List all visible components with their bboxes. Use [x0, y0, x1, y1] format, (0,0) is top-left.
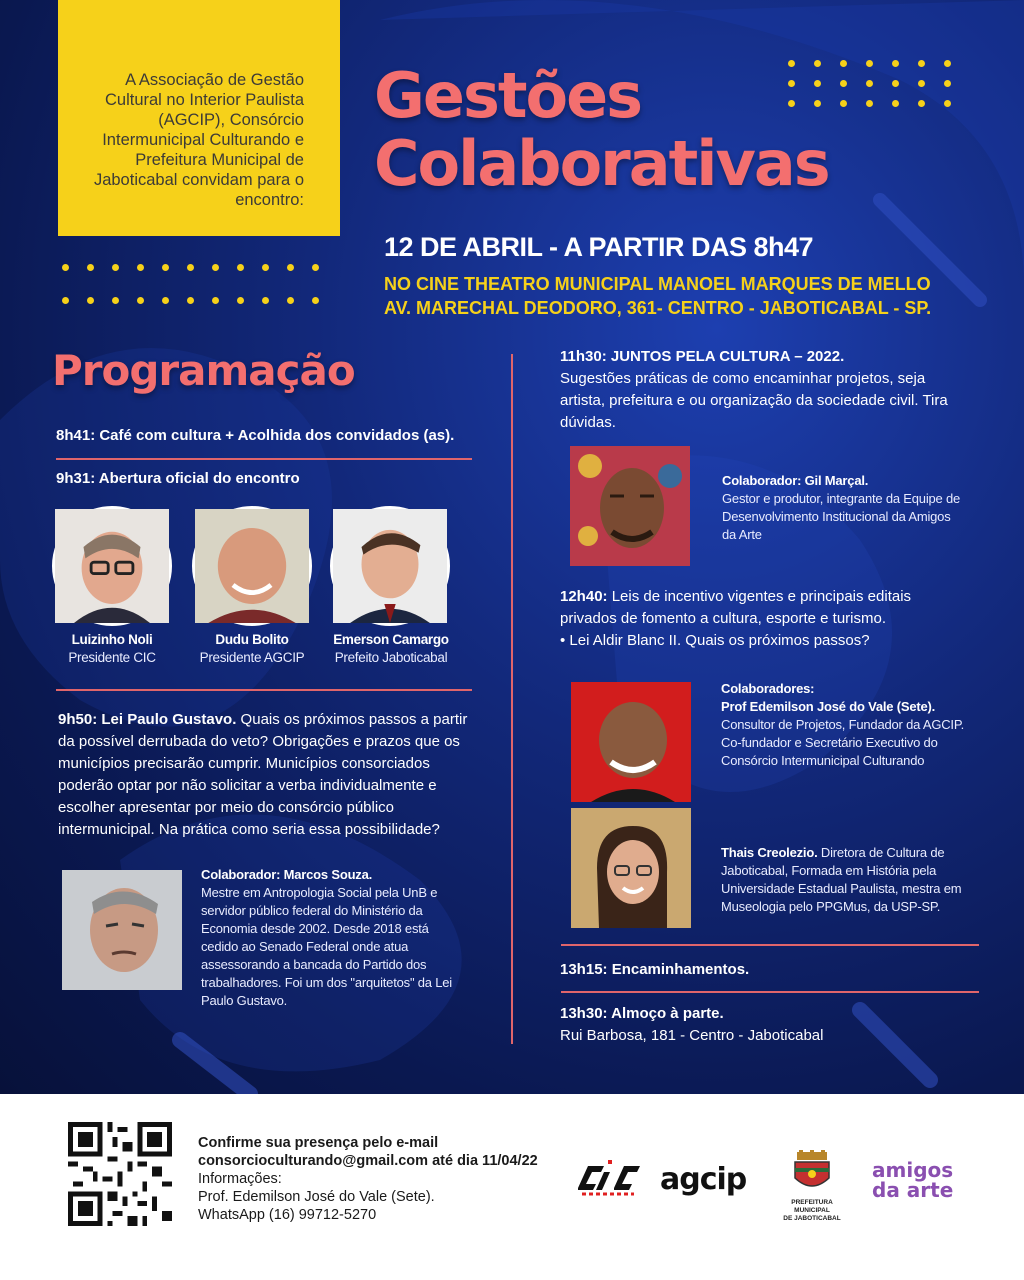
program-item-11h30-title: 11h30: JUNTOS PELA CULTURA – 2022. [560, 348, 845, 365]
prefeitura-logo-line1: PREFEITURA MUNICIPAL [791, 1199, 833, 1214]
event-title [374, 59, 974, 200]
footer-contact [198, 1134, 538, 1224]
avatar-luizinho-noli [52, 506, 172, 626]
bio-thais-creolezio [721, 844, 973, 916]
program-item-13h30-text: 13h30: Almoço à parte. [560, 1005, 724, 1022]
program-item-13h15-text: 13h15: Encaminhamentos. [560, 961, 750, 978]
program-item-8h41-text: 8h41: Café com cultura + Acolhida dos convidados (as). [56, 427, 455, 444]
footer-whatsapp[interactable]: WhatsApp (16) 99712-5270 [198, 1207, 377, 1223]
bio-gil-marcal [722, 472, 962, 544]
program-item-11h30-desc [560, 368, 960, 434]
avatar-dudu-bolito [192, 506, 312, 626]
event-date: 12 DE ABRIL - A PARTIR DAS 8h47 [384, 232, 814, 262]
bio-gil-marcal-text: Gestor e produtor, integrante da Equipe de Desenvolvimento Institucional da Amigos da Arte [722, 491, 961, 542]
qr-code[interactable] [68, 1122, 172, 1226]
prefeitura-logo-line2: DE JABOTICABAL [783, 1215, 841, 1222]
speaker-name-3: Emerson Camargo [333, 632, 449, 647]
prefeitura-crest-icon [789, 1150, 835, 1194]
avatar-marcos-souza [62, 870, 182, 990]
bio-edemilson-text: Consultor de Projetos, Fundador da AGCIP. Co-fundador e Secretário Executivo do Consórcio Intermunicipal Culturando [721, 717, 965, 768]
agcip-logo: agcip [660, 1162, 747, 1197]
yellow-dots-left [62, 264, 319, 304]
title-line1: Gestões [374, 59, 642, 132]
title-line2: Colaborativas [374, 127, 829, 200]
bio-thais-text: Diretora de Cultura de Jaboticabal, Formada em História pela Universidade Estadual Paulista, mestra em Museologia pelo PPGMus, da USP-SP. [721, 845, 962, 914]
program-item-8h41 [56, 425, 454, 447]
program-item-9h31 [56, 468, 300, 490]
cic-logo-text: CIC [574, 1139, 602, 1156]
event-venue [384, 272, 931, 320]
bio-edemilson-title2: Prof Edemilson José do Vale (Sete). [721, 699, 936, 714]
footer-line4: Prof. Edemilson José do Vale (Sete). [198, 1189, 435, 1205]
prefeitura-logo [774, 1150, 850, 1223]
bio-edemilson-title1: Colaboradores: [721, 681, 815, 696]
program-item-11h30 [560, 346, 960, 368]
speaker-name-2: Dudu Bolito [215, 632, 289, 647]
divider [56, 689, 472, 691]
program-item-12h40-bullet: • Lei Aldir Blanc II. Quais os próximos passos? [560, 632, 870, 649]
footer-line3: Informações: [198, 1171, 282, 1187]
amigos-logo-line1: amigos [872, 1158, 954, 1182]
bio-marcos-souza-text: Mestre em Antropologia Social pela UnB e servidor público federal do Ministério da Economia desde 2002. Desde 2018 está cedido ao Senado Federal onde atua assessorando a bancada do Partido dos trabalhadores. Foi um dos "arquitetos" da Lei Paulo Gustavo. [201, 885, 452, 1008]
divider [561, 991, 979, 993]
bio-gil-marcal-title: Colaborador: Gil Marçal. [722, 473, 869, 488]
program-item-9h50-text: Quais os próximos passos a partir da possível derrubada do veto? Obrigações e prazos que os municípios precisarão cumprir. Municípios consorciados poderão optar por não solicitar a verba individualmente e escolher apresentar por meio do consórcio público intermunicipal. Na prática como seria essa possibilidade? [58, 711, 468, 838]
program-title: Programação [52, 346, 355, 395]
venue-line2: AV. MARECHAL DEODORO, 361- CENTRO - JABOTICABAL - SP. [384, 298, 932, 318]
program-item-13h15 [560, 959, 749, 981]
speaker-role-3: Prefeito Jaboticabal [334, 650, 448, 665]
bio-edemilson [721, 680, 969, 770]
avatar-emerson-camargo [330, 506, 450, 626]
amigos-logo-line2: da arte [872, 1178, 954, 1202]
avatar-edemilson [571, 682, 691, 802]
program-item-9h31-text: 9h31: Abertura oficial do encontro [56, 470, 300, 487]
program-item-12h40 [560, 586, 964, 652]
bio-marcos-souza [201, 866, 463, 1010]
program-item-13h30 [560, 1003, 960, 1047]
divider [56, 458, 472, 460]
speaker-role-1: Presidente CIC [68, 650, 156, 665]
footer-line1: Confirme sua presença pelo e-mail [198, 1135, 439, 1151]
bio-thais-name: Thais Creolezio. [721, 845, 818, 860]
program-item-9h50 [58, 709, 468, 841]
column-divider [511, 354, 513, 1044]
venue-line1: NO CINE THEATRO MUNICIPAL MANOEL MARQUES DE MELLO [384, 274, 931, 294]
avatar-gil-marcal [570, 446, 690, 566]
divider [561, 944, 979, 946]
amigos-da-arte-logo [872, 1160, 953, 1200]
program-item-9h50-time: 9h50: Lei Paulo Gustavo. [58, 711, 237, 728]
speaker-name-1: Luizinho Noli [71, 632, 153, 647]
program-item-13h30-address: Rui Barbosa, 181 - Centro - Jaboticabal [560, 1027, 824, 1044]
footer-email[interactable]: consorcioculturando@gmail.com até dia 11/04/22 [198, 1153, 538, 1169]
intro-text: A Associação de Gestão Cultural no Interior Paulista (AGCIP), Consórcio Intermunicipal Culturando e Prefeitura Municipal de Jaboticabal convidam para o encontro: [93, 71, 304, 209]
program-item-12h40-text: Leis de incentivo vigentes e principais editais privados de fomento a cultura, esporte e turismo. [560, 588, 912, 627]
speaker-role-2: Presidente AGCIP [199, 650, 305, 665]
program-item-12h40-time: 12h40: [560, 588, 608, 605]
avatar-thais-creolezio [571, 808, 691, 928]
cic-logo [574, 1139, 642, 1202]
intro-box [58, 0, 340, 236]
footer [0, 1094, 1024, 1280]
bio-marcos-souza-title: Colaborador: Marcos Souza. [201, 867, 373, 882]
program-item-11h30-text: Sugestões práticas de como encaminhar projetos, seja artista, prefeitura e ou organização da sociedade civil. Tira dúvidas. [560, 370, 948, 431]
